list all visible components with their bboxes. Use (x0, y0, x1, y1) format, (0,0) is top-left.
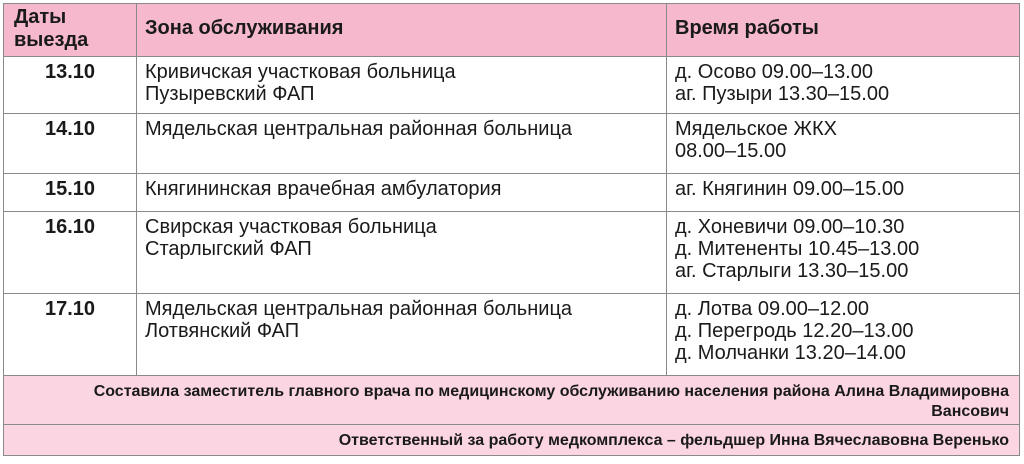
header-dates (4, 4, 137, 57)
zone-line: Старлыгский ФАП (145, 238, 312, 260)
footer-row-compiled (4, 376, 1020, 425)
header-zone: Зона обслуживания (137, 4, 667, 57)
time-line: д. Лотва 09.00–12.00 (675, 298, 870, 320)
time-line: д. Молчанки 13.20–14.00 (675, 342, 906, 364)
row-date: 16.10 (4, 212, 137, 294)
row-zone (137, 57, 667, 114)
time-line: д. Осово 09.00–13.00 (675, 61, 873, 83)
time-line: д. Перегродь 12.20–13.00 (675, 320, 914, 342)
footer-compiled-by: Составила заместитель главного врача по медицинскому обслуживанию населения района Алина Владимировна Вансович (4, 376, 1020, 425)
row-zone (137, 294, 667, 376)
table-row (4, 294, 1020, 376)
header-time: Время работы (667, 4, 1020, 57)
row-date: 14.10 (4, 114, 137, 174)
zone-line: Пузыревский ФАП (145, 83, 315, 105)
time-line: д. Митененты 10.45–13.00 (675, 238, 920, 260)
header-dates-line1: Даты (14, 6, 67, 28)
footer-responsible: Ответственный за работу медкомплекса – фельдшер Инна Вячеславовна Веренько (4, 425, 1020, 456)
table-row (4, 114, 1020, 174)
time-line: 08.00–15.00 (675, 140, 787, 162)
time-line: Мядельское ЖКХ (675, 118, 837, 140)
zone-line: Мядельская центральная районная больница (145, 298, 573, 320)
zone-line: Кривичская участковая больница (145, 61, 456, 83)
row-date: 17.10 (4, 294, 137, 376)
row-zone (137, 212, 667, 294)
zone-line: Мядельская центральная районная больница (145, 118, 573, 140)
zone-line: Лотвянский ФАП (145, 320, 300, 342)
table-header-row (4, 4, 1020, 57)
row-time (667, 114, 1020, 174)
table-row (4, 212, 1020, 294)
footer-row-responsible (4, 425, 1020, 456)
zone-line: Княгининская врачебная амбулатория (145, 178, 502, 200)
table-row (4, 174, 1020, 212)
row-time (667, 212, 1020, 294)
row-time (667, 57, 1020, 114)
time-line: аг. Пузыри 13.30–15.00 (675, 83, 890, 105)
time-line: д. Хоневичи 09.00–10.30 (675, 216, 905, 238)
row-zone (137, 114, 667, 174)
header-dates-line2: выезда (14, 29, 89, 51)
row-zone (137, 174, 667, 212)
schedule-table-wrapper (3, 3, 1019, 456)
row-time (667, 294, 1020, 376)
time-line: аг. Старлыги 13.30–15.00 (675, 260, 909, 282)
zone-line: Свирская участковая больница (145, 216, 437, 238)
row-date: 13.10 (4, 57, 137, 114)
row-time (667, 174, 1020, 212)
schedule-table (3, 3, 1020, 456)
table-row (4, 57, 1020, 114)
row-date: 15.10 (4, 174, 137, 212)
time-line: аг. Княгинин 09.00–15.00 (675, 178, 905, 200)
